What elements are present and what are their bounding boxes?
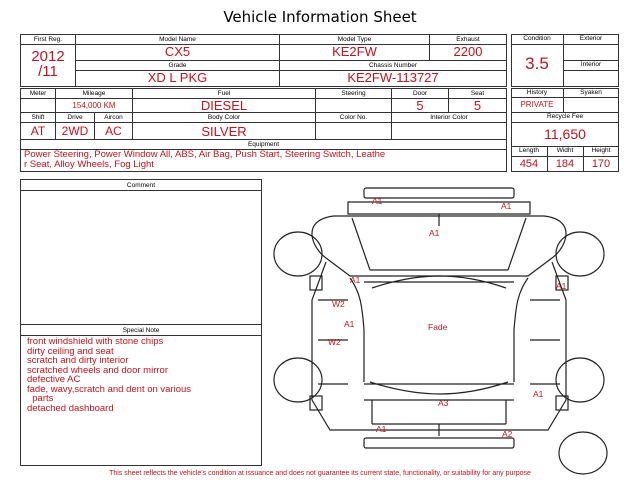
fuel-value: DIESEL [200, 98, 248, 113]
model-type-cell [279, 34, 430, 61]
damage-mark: A1 [556, 281, 567, 291]
recycle-value: 11,650 [544, 126, 586, 142]
aircon-label: Aircon [95, 113, 132, 123]
fuel-label: Fuel [133, 89, 315, 99]
equipment-value: Power Steering, Power Window All, ABS, Air Bag, Push Start, Steering Switch, Leathe r Seat, Alloy Wheels, Fog Light [24, 149, 386, 170]
first-reg-value: 2012 /11 [31, 48, 65, 80]
exterior-label: Exterior [579, 35, 603, 42]
grade-label: Grade [76, 61, 279, 71]
damage-mark: A1 [533, 389, 544, 399]
history-label: History [526, 89, 548, 96]
shift-label: Shift [21, 113, 55, 123]
special-note-box [20, 324, 262, 466]
model-name-value: CX5 [164, 44, 191, 59]
drive-value: 2WD [61, 124, 89, 138]
equipment-label: Equipment [21, 140, 506, 150]
height-label: Height [591, 147, 611, 154]
color-no-cell [315, 112, 392, 140]
length-value: 454 [519, 158, 539, 170]
sheet-title: Vehicle Information Sheet [223, 8, 417, 26]
condition-label: Condition [523, 35, 551, 42]
interior-label: Interior [580, 61, 602, 68]
body-color-label: Body Color [133, 113, 315, 123]
special-note-item: dirty ceiling and seat [27, 345, 114, 357]
special-note-item: defective AC [27, 374, 81, 385]
equipment-cell [20, 139, 507, 172]
syaken-label: Syaken [580, 89, 602, 96]
special-note-item: parts [27, 393, 54, 404]
special-note-label: Special Note [21, 326, 261, 336]
fuel-cell [132, 88, 316, 113]
special-note-item: scratched wheels and door mirror [27, 364, 168, 376]
damage-mark: A1 [429, 228, 440, 238]
body-color-cell [132, 112, 316, 140]
grade-cell [75, 60, 280, 87]
chassis-cell [279, 60, 507, 87]
shift-cell [20, 112, 56, 140]
damage-mark: A1 [344, 319, 355, 329]
damage-mark: A1 [372, 196, 383, 206]
mileage-cell [55, 88, 133, 113]
model-name-cell [75, 34, 280, 61]
shift-value: AT [30, 124, 46, 138]
width-value: 184 [555, 158, 575, 170]
interior-color-label: Interior Color [392, 113, 506, 123]
chassis-value: KE2FW-113727 [347, 70, 439, 85]
model-type-value: KE2FW [332, 44, 377, 59]
damage-mark: A1 [376, 424, 387, 434]
seat-label: Seat [449, 89, 506, 99]
seat-value: 5 [473, 98, 482, 113]
damage-mark: A3 [438, 398, 449, 408]
disclaimer-footer: This sheet reflects the vehicle's condition at issuance and does not guarantee its current state, functionality, or suitability for any purpose [109, 470, 531, 477]
damage-mark: Fade [428, 322, 448, 332]
damage-mark: W2 [332, 299, 345, 309]
exhaust-label: Exhaust [430, 35, 506, 45]
special-note-item: fade, wavy,scratch and dent on various [27, 383, 192, 395]
grade-value: XD L PKG [147, 70, 208, 85]
door-cell [391, 88, 449, 113]
door-value: 5 [416, 98, 424, 113]
color-no-label: Color No. [316, 113, 391, 123]
chassis-label: Chassis Number [280, 61, 506, 71]
drive-label: Drive [56, 113, 94, 123]
body-color-value: SILVER [201, 124, 247, 139]
special-note-item: detached dashboard [27, 402, 114, 414]
exhaust-cell [429, 34, 507, 61]
first-reg-label: First Reg. [21, 35, 75, 45]
comment-box [20, 179, 262, 325]
damage-mark: A1 [350, 275, 361, 285]
damage-mark: W2 [328, 337, 341, 347]
steering-label: Steering [316, 89, 391, 99]
meter-label: Meter [21, 89, 55, 99]
special-note-list [27, 337, 261, 413]
mileage-label: Mileage [56, 89, 132, 99]
steering-cell [315, 88, 392, 113]
model-type-label: Model Type [280, 35, 429, 45]
door-label: Door [392, 89, 448, 99]
width-label: Widht [556, 147, 574, 154]
exhaust-value: 2200 [453, 44, 483, 59]
special-note-item: front windshield with stone chips [27, 336, 164, 347]
damage-mark: A1 [501, 201, 512, 211]
comment-label: Comment [21, 181, 261, 191]
damage-mark: A2 [502, 429, 513, 439]
mileage-value: 154,000 KM [72, 101, 116, 110]
drive-cell [55, 112, 95, 140]
car-damage-diagram [265, 180, 640, 480]
condition-score: 3.5 [525, 54, 549, 73]
height-value: 170 [591, 158, 611, 170]
seat-cell [448, 88, 507, 113]
meter-cell [20, 88, 56, 113]
length-label: Length [519, 147, 539, 154]
recycle-label: Recycle Fee [546, 113, 584, 120]
model-name-label: Model Name [76, 35, 279, 45]
aircon-value: AC [105, 124, 122, 138]
interior-color-cell [391, 112, 507, 140]
special-note-item: scratch and dirty interior [27, 355, 129, 366]
history-value: PRIVATE [520, 100, 554, 109]
first-reg-cell [20, 34, 76, 87]
aircon-cell [94, 112, 133, 140]
